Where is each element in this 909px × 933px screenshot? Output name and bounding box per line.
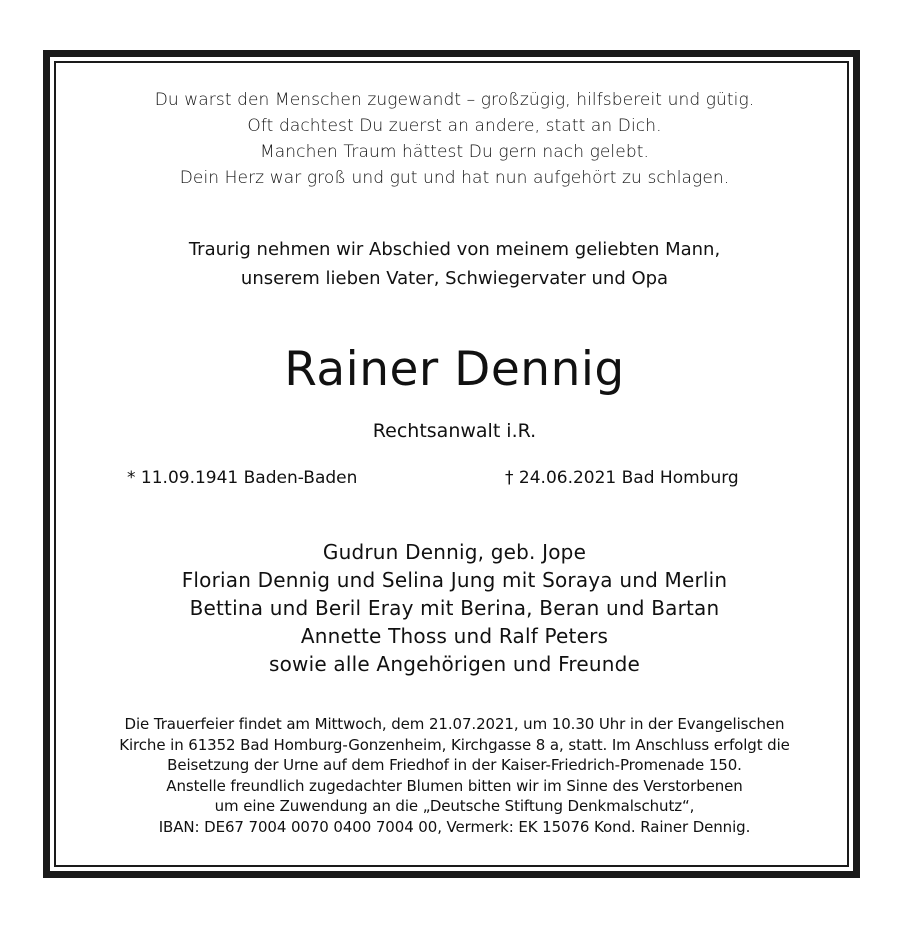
- birth-date-place: * 11.09.1941 Baden-Baden: [127, 468, 358, 488]
- poem-line: Oft dachtest Du zuerst an andere, statt an Dich.: [247, 116, 662, 136]
- farewell-intro: [0, 235, 909, 293]
- notice-line: IBAN: DE67 7004 0070 0400 7004 00, Vermerk: EK 15076 Kond. Rainer Dennig.: [158, 817, 751, 836]
- poem-line: Dein Herz war groß und gut und hat nun aufgehört zu schlagen.: [179, 168, 730, 188]
- poem-verse: [0, 87, 909, 191]
- death-date-place: † 24.06.2021 Bad Homburg: [505, 468, 739, 488]
- mourners-list: [0, 538, 909, 678]
- notice-line: Anstelle freundlich zugedachter Blumen bitten wir im Sinne des Verstorbenen: [166, 776, 743, 795]
- mourner-line: Annette Thoss und Ralf Peters: [300, 624, 609, 648]
- mourner-line: Gudrun Dennig, geb. Jope: [322, 540, 587, 564]
- funeral-notice: [0, 714, 909, 837]
- notice-line: Die Trauerfeier findet am Mittwoch, dem 21.07.2021, um 10.30 Uhr in der Evangelischen: [124, 715, 785, 733]
- mourner-line: Bettina und Beril Eray mit Berina, Beran und Bartan: [189, 596, 720, 620]
- poem-line: Manchen Traum hättest Du gern nach gelebt.: [260, 142, 649, 162]
- mourner-line: sowie alle Angehörigen und Freunde: [268, 652, 641, 676]
- intro-line: unserem lieben Vater, Schwiegervater und Opa: [240, 268, 669, 289]
- deceased-name: Rainer Dennig: [284, 342, 625, 397]
- mourner-line: Florian Dennig und Selina Jung mit Soraya und Merlin: [181, 568, 728, 592]
- notice-line: um eine Zuwendung an die „Deutsche Stiftung Denkmalschutz“,: [214, 797, 695, 815]
- deceased-profession: Rechtsanwalt i.R.: [372, 420, 537, 442]
- poem-line: Du warst den Menschen zugewandt – großzügig, hilfsbereit und gütig.: [154, 90, 755, 110]
- notice-line: Beisetzung der Urne auf dem Friedhof in der Kaiser-Friedrich-Promenade 150.: [167, 756, 742, 774]
- intro-line: Traurig nehmen wir Abschied von meinem geliebten Mann,: [188, 239, 721, 260]
- notice-line: Kirche in 61352 Bad Homburg-Gonzenheim, Kirchgasse 8 a, statt. Im Anschluss erfolgt die: [119, 735, 790, 754]
